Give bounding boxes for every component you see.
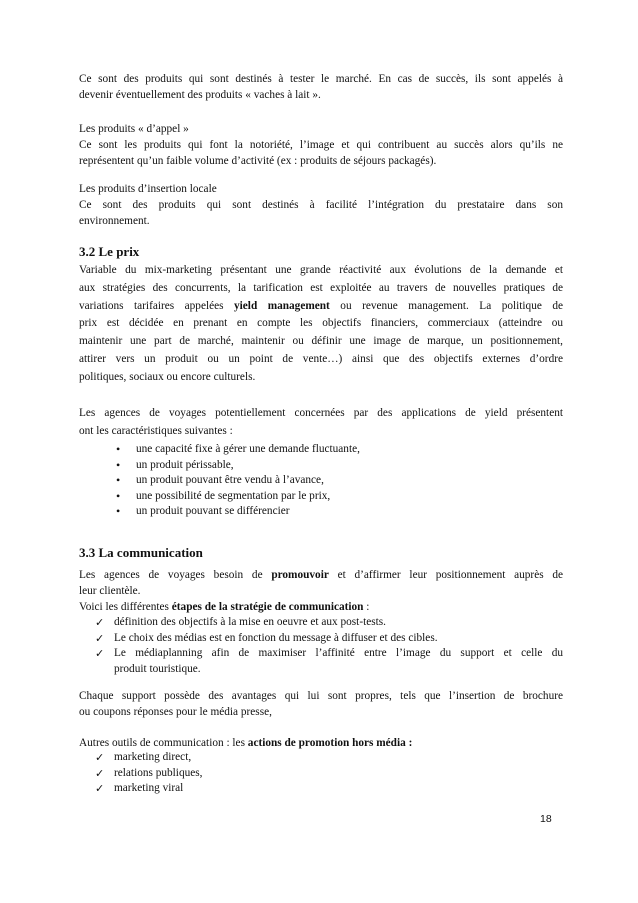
checkmark-icon: ✓ bbox=[95, 782, 105, 796]
appel-title: Les produits « d’appel » bbox=[79, 123, 189, 135]
checkmark-icon: ✓ bbox=[95, 631, 105, 645]
insertion-line: environnement. bbox=[79, 215, 150, 227]
list-item: • une possibilité de segmentation par le prix, bbox=[116, 489, 360, 505]
checkmark-icon: ✓ bbox=[95, 751, 105, 764]
intro-line: devenir éventuellement des produits « vaches à lait ». bbox=[79, 89, 321, 101]
page-number: 18 bbox=[540, 813, 552, 825]
communication-paragraph bbox=[79, 567, 563, 615]
checkmark-icon: ✓ bbox=[95, 647, 105, 661]
intro-line: Ce sont des produits qui sont destinés à tester le marché. En cas de succès, ils sont appelés à bbox=[79, 73, 563, 85]
prix-line: maintenir une part de marché, maintenir ou définir une image de marque, un positionnement, bbox=[79, 335, 563, 348]
section-heading-communication: 3.3 La communication bbox=[79, 545, 203, 560]
list-item-text: relations publiques, bbox=[114, 766, 203, 779]
appel-line: Ce sont les produits qui font la notoriété, l’image et qui contribuent au succès alors qu’ils ne bbox=[79, 139, 563, 151]
communication-line bbox=[79, 567, 563, 583]
autres-outils-line bbox=[79, 735, 563, 751]
prix-line: aux stratégies des concurrents, la tarification est exploitée au travers de nouvelles pratiques de bbox=[79, 281, 563, 294]
insertion-title: Les produits d’insertion locale bbox=[79, 183, 217, 195]
list-item-text: marketing viral bbox=[114, 782, 184, 795]
list-item: • une capacité fixe à gérer une demande fluctuante, bbox=[116, 442, 360, 458]
list-item bbox=[95, 646, 563, 677]
prix-line: Variable du mix-marketing présentant une grande réactivité aux évolutions de la demande et bbox=[79, 264, 563, 276]
list-item bbox=[95, 766, 563, 782]
communication-text: : bbox=[363, 601, 370, 613]
agences-paragraph bbox=[79, 404, 563, 440]
list-item: • un produit pouvant être vendu à l’avance, bbox=[116, 473, 360, 489]
insertion-paragraph bbox=[79, 181, 563, 229]
list-item-text: marketing direct, bbox=[114, 751, 192, 763]
agences-line: ont les caractéristiques suivantes : bbox=[79, 425, 233, 437]
insertion-line: Ce sont des produits qui sont destinés à facilité l’intégration du prestataire dans son bbox=[79, 199, 563, 211]
prix-text: ou revenue management. La politique de bbox=[329, 299, 563, 312]
strategy-steps-term: étapes de la stratégie de communication bbox=[171, 601, 364, 613]
support-line: Chaque support possède des avantages qui lui sont propres, tels que l’insertion de brochure bbox=[79, 690, 563, 702]
communication-text: Les agences de voyages besoin de bbox=[79, 569, 272, 581]
agences-line: Les agences de voyages potentiellement concernées par des applications de yield présentent bbox=[79, 407, 563, 419]
list-item-text: Le médiaplanning afin de maximiser l’affinité entre l’image du support et celle du bbox=[114, 647, 563, 660]
communication-line bbox=[79, 599, 563, 615]
yield-management-term: yield management bbox=[234, 299, 330, 312]
appel-line: représentent qu’un faible volume d’activité (ex : produits de séjours packagés). bbox=[79, 155, 437, 167]
list-item: • un produit pouvant se différencier bbox=[116, 504, 360, 520]
checkmark-icon: ✓ bbox=[95, 766, 105, 780]
section-heading-prix: 3.2 Le prix bbox=[79, 244, 140, 259]
list-item bbox=[95, 615, 563, 631]
list-item-text: définition des objectifs à la mise en oeuvre et aux post-tests. bbox=[114, 616, 386, 628]
list-item bbox=[95, 750, 563, 766]
appel-paragraph bbox=[79, 121, 563, 169]
communication-line: leur clientèle. bbox=[79, 585, 141, 597]
prix-line: prix est décidée en prenant en compte les objectifs financiers, commerciaux (atteindre ou bbox=[79, 317, 563, 330]
communication-steps-list bbox=[95, 615, 563, 677]
prix-line bbox=[79, 298, 563, 316]
communication-text: et d’affirmer leur positionnement auprès de bbox=[328, 569, 563, 581]
support-line: ou coupons réponses pour le média presse, bbox=[79, 706, 272, 718]
list-item bbox=[95, 781, 563, 797]
hors-media-term: actions de promotion hors média : bbox=[247, 737, 413, 749]
list-item: • un produit périssable, bbox=[116, 458, 360, 474]
checkmark-icon: ✓ bbox=[95, 616, 105, 629]
prix-line: politiques, sociaux ou encore culturels. bbox=[79, 370, 256, 383]
autres-text: Autres outils de communication : les bbox=[79, 737, 248, 749]
list-item-text: produit touristique. bbox=[114, 662, 201, 675]
communication-tools-list bbox=[95, 750, 563, 797]
list-item bbox=[95, 631, 563, 647]
communication-text: Voici les différentes bbox=[79, 601, 172, 613]
intro-paragraph bbox=[79, 71, 563, 103]
prix-paragraph bbox=[79, 262, 563, 387]
list-item-text: Le choix des médias est en fonction du message à diffuser et des cibles. bbox=[114, 631, 438, 644]
yield-characteristics-list bbox=[116, 442, 360, 520]
prix-line: attirer vers un produit ou un point de vente…) ainsi que des objectifs externes d’ordre bbox=[79, 352, 563, 365]
autres-outils-paragraph bbox=[79, 735, 563, 751]
promouvoir-term: promouvoir bbox=[271, 569, 329, 581]
prix-text: variations tarifaires appelées bbox=[79, 299, 234, 312]
support-paragraph bbox=[79, 688, 563, 720]
